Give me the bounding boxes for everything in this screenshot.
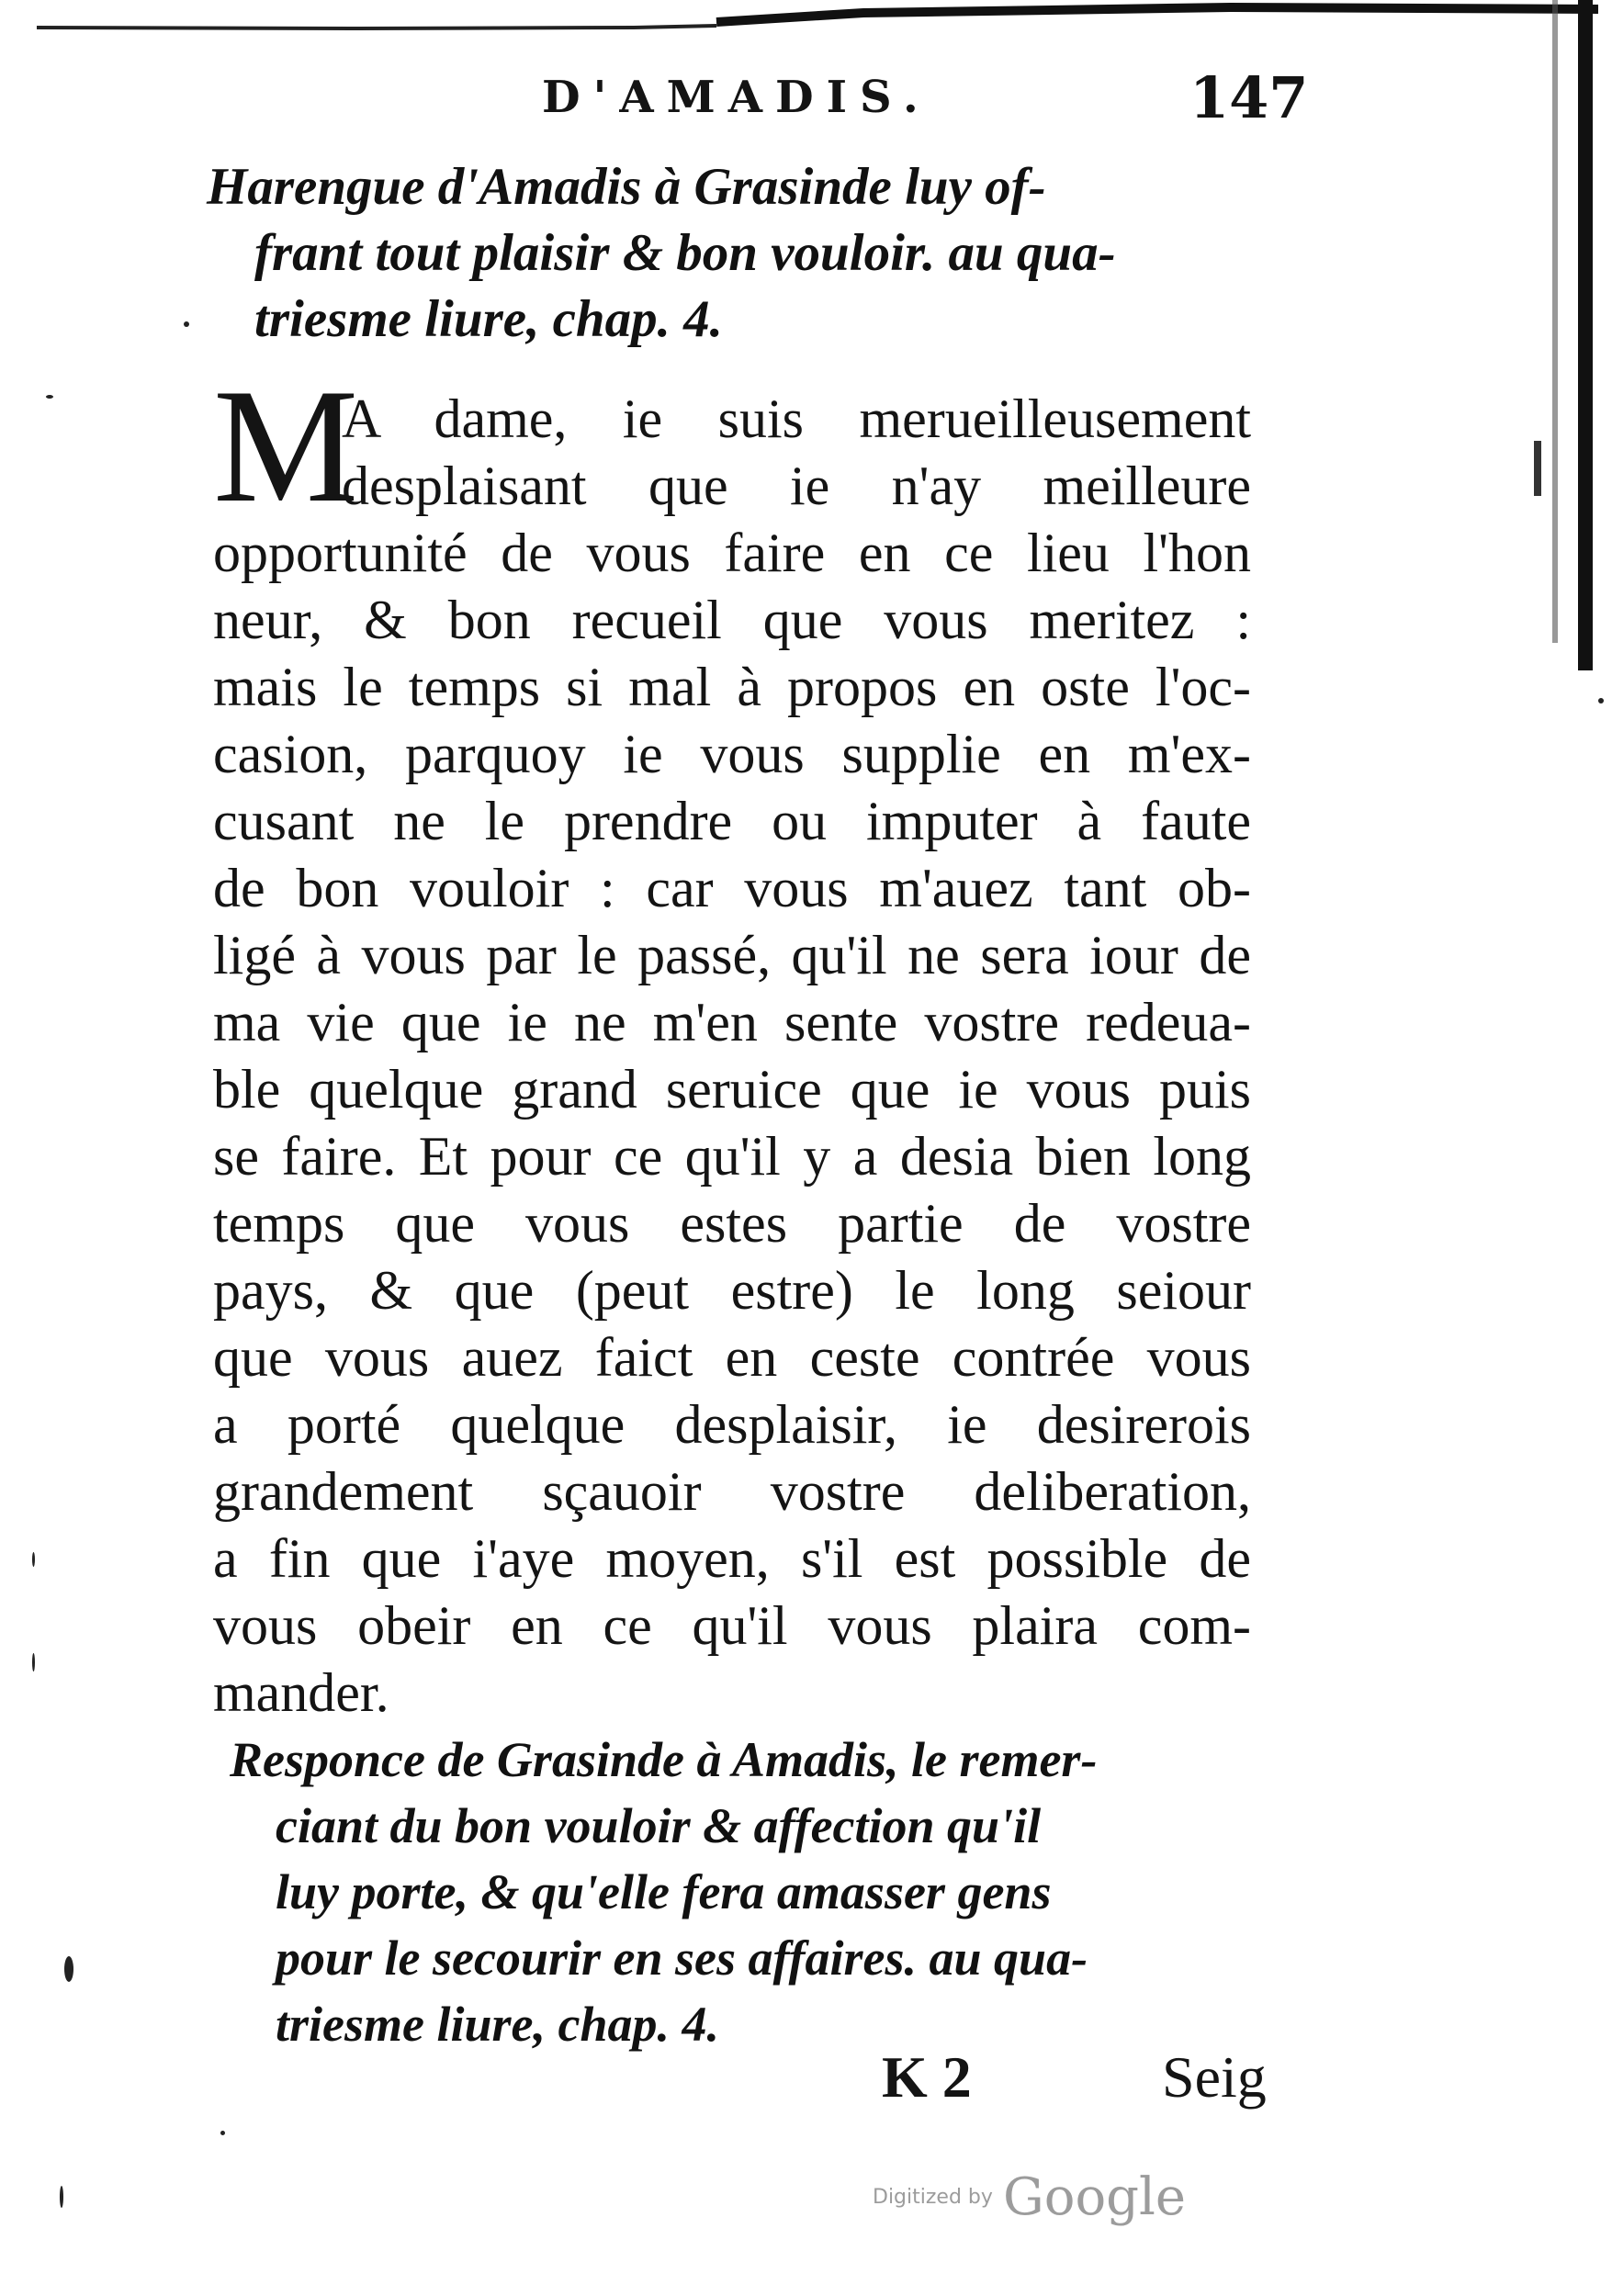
text-line: casion, parquoy ie vous supplie en m'ex- [213, 724, 1251, 784]
text-line: a fin que i'aye moyen, s'il est possible de [213, 1528, 1251, 1589]
watermark-prefix: Digitized by [873, 2186, 993, 2209]
catchword: Seig [1162, 2044, 1267, 2110]
text-line: se faire. Et pour ce qu'il y a desia bien long [213, 1126, 1251, 1187]
scan-speck [64, 1956, 73, 1982]
scan-speck [184, 321, 189, 327]
scan-speck [46, 395, 53, 399]
text-line: mander. [213, 1662, 389, 1723]
section-heading-harengue [207, 154, 1217, 353]
scan-top-border [37, 0, 1598, 55]
text-line: cusant ne le prendre ou imputer à faute [213, 791, 1251, 851]
heading-line: ciant du bon vouloir & affection qu'il [276, 1798, 1042, 1853]
text-line: grandement sçauoir vostre deliberation, [213, 1461, 1251, 1522]
text-line: que vous auez faict en ceste contrée vous [213, 1327, 1251, 1388]
scan-speck [32, 1552, 35, 1567]
heading-line: Responce de Grasinde à Amadis, le remer- [230, 1732, 1098, 1787]
text-line: temps que vous estes partie de vostre [213, 1193, 1251, 1254]
text-line: A dame, ie suis merueilleusement [342, 388, 1251, 449]
section-heading-responce [230, 1727, 1240, 2057]
watermark-brand: Google [1003, 2167, 1187, 2227]
text-line: mais le temps si mal à propos en oste l'oc- [213, 657, 1251, 717]
text-line: ble quelque grand seruice que ie vous puis [213, 1059, 1251, 1120]
page-number: 147 [1189, 64, 1309, 131]
heading-line: triesme liure, chap. 4. [276, 1997, 719, 2052]
text-line: a porté quelque desplaisir, ie desirerois [213, 1394, 1251, 1455]
text-line: ligé à vous par le passé, qu'il ne sera iour de [213, 925, 1251, 985]
text-line: vous obeir en ce qu'il vous plaira com- [213, 1595, 1251, 1656]
running-head: D'AMADIS. [542, 72, 931, 123]
text-line: pays, & que (peut estre) le long seiour [213, 1260, 1251, 1321]
scan-speck [32, 1653, 35, 1671]
text-line: neur, & bon recueil que vous meritez : [213, 590, 1251, 650]
text-line: de bon vouloir : car vous m'auez tant ob- [213, 858, 1251, 918]
scan-speck [60, 2186, 63, 2208]
text-line: desplaisant que ie n'ay meilleure [342, 456, 1251, 516]
text-line: opportunité de vous faire en ce lieu l'hon [213, 523, 1251, 583]
text-line: ma vie que ie ne m'en sente vostre redeua- [213, 992, 1251, 1052]
scan-speck [1598, 698, 1604, 703]
signature-mark: K 2 [882, 2044, 972, 2110]
heading-line: pour le secourir en ses affaires. au qua- [276, 1930, 1088, 1986]
heading-line: Harengue d'Amadis à Grasinde luy of- [207, 158, 1046, 216]
body-paragraph [213, 386, 1251, 1727]
heading-line: luy porte, & qu'elle fera amasser gens [276, 1864, 1052, 1919]
scan-right-border [1470, 0, 1612, 698]
heading-line: triesme liure, chap. 4. [254, 290, 723, 348]
digitized-watermark [873, 2167, 1186, 2227]
heading-line: frant tout plaisir & bon vouloir. au qua- [254, 224, 1116, 282]
scan-speck [220, 2131, 225, 2135]
drop-cap: M [213, 355, 359, 536]
